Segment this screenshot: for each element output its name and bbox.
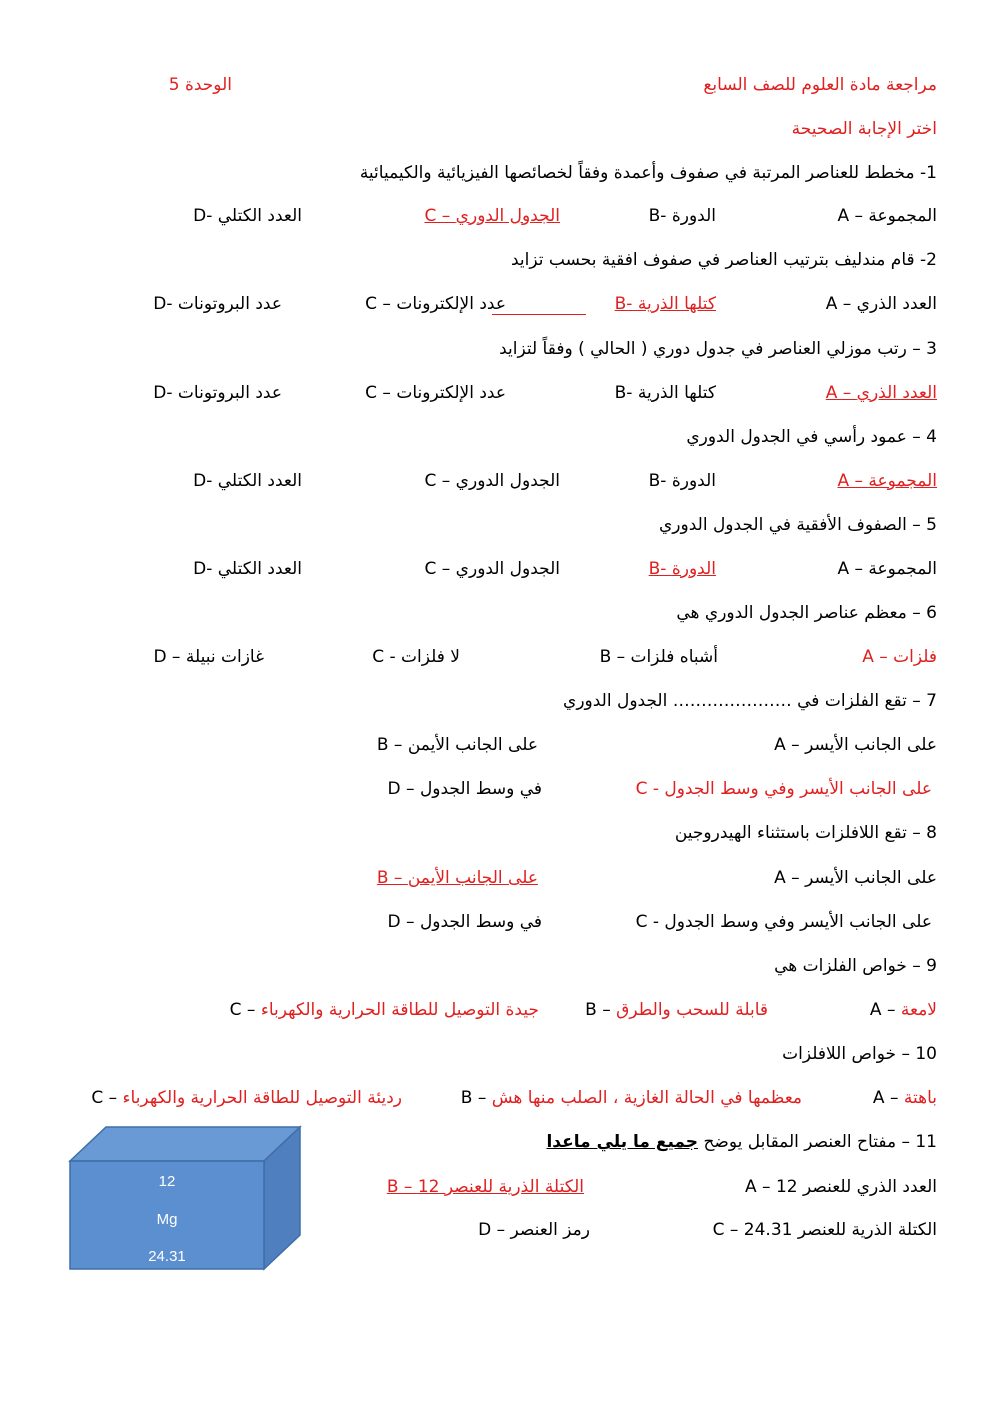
question-7: 7 – تقع الفلزات في ………………… الجدول الدوري [563, 691, 937, 711]
atomic-number: 12 [158, 1173, 176, 1190]
q9-option-c-label: C – [229, 1000, 256, 1020]
atomic-mass: 24.31 [148, 1248, 186, 1265]
element-symbol: Mg [156, 1211, 178, 1228]
q3-option-d: D- عدد البروتونات [153, 383, 282, 403]
question-3: 3 – رتب موزلي العناصر في جدول دوري ( الحالي ) وفقاً لتزايد [499, 339, 937, 359]
question-9: 9 – خواص الفلزات هي [774, 956, 937, 976]
q9-option-c [230, 999, 539, 1021]
q9-option-b-text: قابلة للسحب والطرق [616, 1000, 768, 1020]
q2-option-c: C – عدد الإلكترونات [365, 294, 506, 314]
box-top-face [70, 1127, 300, 1161]
q3-option-c: C – عدد الإلكترونات [365, 383, 506, 403]
q6-option-a: A – فلزات [862, 647, 937, 667]
q10-option-a-label: A – [872, 1088, 899, 1108]
question-11-emphasis: جميع ما يلي ماعدا [546, 1132, 699, 1152]
q10-option-b-text: معظمها في الحالة الغازية ، الصلب منها هش [491, 1088, 802, 1108]
question-5: 5 – الصفوف الأفقية في الجدول الدوري [659, 515, 937, 535]
q9-option-a-text: لامعة [900, 1000, 937, 1020]
question-6: 6 – معظم عناصر الجدول الدوري هي [676, 603, 937, 623]
q9-option-b [585, 999, 768, 1021]
q11-option-b: B – الكتلة الذرية للعنصر 12 [386, 1177, 584, 1197]
q7-option-a: A – على الجانب الأيسر [774, 735, 937, 755]
question-10: 10 – خواص اللافلزات [782, 1044, 937, 1064]
q3-option-b: B- كتلها الذرية [614, 383, 716, 403]
blank-underline [492, 314, 586, 315]
q5-option-c: C – الجدول الدوري [424, 559, 560, 579]
q6-option-b: B – أشباه فلزات [599, 647, 718, 667]
unit-label: الوحدة 5 [168, 75, 232, 95]
question-11 [546, 1131, 937, 1153]
q9-option-a [870, 999, 937, 1021]
q7-option-b: B – على الجانب الأيمن [376, 735, 538, 755]
q10-option-a [873, 1087, 937, 1109]
q11-option-a: A – العدد الذري للعنصر 12 [745, 1177, 937, 1197]
q4-option-b: B- الدورة [648, 471, 716, 491]
question-1: 1- مخطط للعناصر المرتبة في صفوف وأعمدة وفقاً لخصائصها الفيزيائية والكيميائية [359, 163, 937, 183]
q4-option-d: D- العدد الكتلي [193, 471, 302, 491]
element-key-box [68, 1125, 304, 1273]
q8-option-a: A – على الجانب الأيسر [774, 868, 937, 888]
q7-option-d: D – في وسط الجدول [387, 779, 542, 799]
q1-option-c: C – الجدول الدوري [424, 206, 560, 226]
q3-option-a: A – العدد الذري [825, 383, 937, 403]
q6-option-d: D – غازات نبيلة [153, 647, 264, 667]
q1-option-d: D- العدد الكتلي [193, 206, 302, 226]
question-2: 2- قام مندليف بترتيب العناصر في صفوف افقية بحسب تزايد [511, 250, 937, 270]
q9-option-c-text: جيدة التوصيل للطاقة الحرارية والكهرباء [260, 1000, 539, 1020]
page-title: مراجعة مادة العلوم للصف السابع [703, 75, 937, 95]
q4-option-a: A – المجموعة [837, 471, 937, 491]
q10-option-b [461, 1087, 802, 1109]
question-8: 8 – تقع اللافلزات باستثناء الهيدروجين [674, 823, 937, 843]
q6-option-c: C - لا فلزات [372, 647, 460, 667]
q8-option-d: D – في وسط الجدول [387, 912, 542, 932]
q2-option-a: A – العدد الذري [825, 294, 937, 314]
q8-option-b: B – على الجانب الأيمن [376, 868, 538, 888]
q5-option-b: B- الدورة [648, 559, 716, 579]
q1-option-a: A – المجموعة [837, 206, 937, 226]
q9-option-b-label: B – [585, 1000, 611, 1020]
q9-option-a-label: A – [869, 1000, 896, 1020]
q10-option-c-text: رديئة التوصيل للطاقة الحرارية والكهرباء [122, 1088, 402, 1108]
q4-option-c: C – الجدول الدوري [424, 471, 560, 491]
q11-option-c: C – الكتلة الذرية للعنصر 24.31 [712, 1220, 937, 1240]
q8-option-c: C - على الجانب الأيسر وفي وسط الجدول [635, 912, 932, 932]
q10-option-c [91, 1087, 402, 1109]
q2-option-b: B- كتلها الذرية [614, 294, 716, 314]
q7-option-c: C - على الجانب الأيسر وفي وسط الجدول [635, 779, 932, 799]
q1-option-b: B- الدورة [648, 206, 716, 226]
q5-option-a: A – المجموعة [837, 559, 937, 579]
q2-option-d: D- عدد البروتونات [153, 294, 282, 314]
q10-option-b-label: B – [460, 1088, 487, 1108]
question-4: 4 – عمود رأسي في الجدول الدوري [686, 427, 937, 447]
q5-option-d: D- العدد الكتلي [193, 559, 302, 579]
q10-option-c-label: C – [91, 1088, 118, 1108]
q10-option-a-text: باهتة [903, 1088, 937, 1108]
instruction: اختر الإجابة الصحيحة [791, 119, 937, 139]
q11-option-d: D – رمز العنصر [478, 1220, 590, 1240]
question-11-text: 11 – مفتاح العنصر المقابل يوضح [703, 1132, 937, 1152]
